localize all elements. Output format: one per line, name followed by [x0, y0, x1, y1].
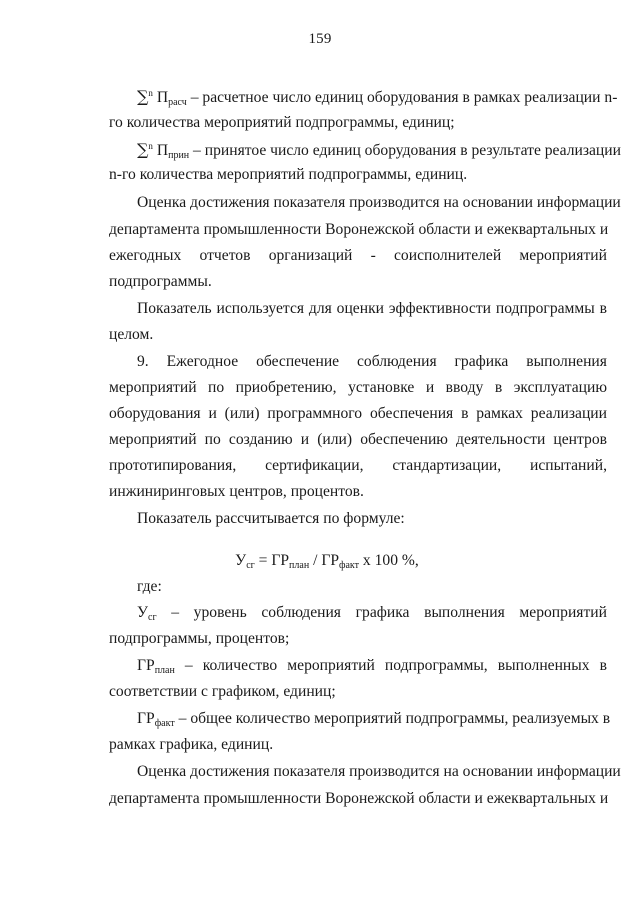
- item-number: 9.: [137, 353, 149, 370]
- formula-tail: х 100 %,: [359, 552, 419, 569]
- assessment-2-line-1: Оценка достижения показателя производится на основании информации: [137, 763, 621, 780]
- definition-level-line-2: подпрограммы, процентов;: [109, 630, 290, 647]
- word: –: [171, 604, 180, 621]
- word: подпрограммы,: [384, 657, 488, 674]
- formula-slash: / ГР: [309, 552, 340, 569]
- formula-intro: Показатель рассчитывается по формуле:: [137, 510, 405, 527]
- definition-sum-calc-line-2: го количества мероприятий подпрограммы, единиц;: [109, 114, 455, 131]
- sum-calc-symbol: П: [156, 89, 169, 106]
- word: прототипирования,: [109, 457, 237, 474]
- assessment-1-line-1: Оценка достижения показателя производится на основании информации: [137, 194, 621, 211]
- assessment-1-line-4: подпрограммы.: [109, 273, 212, 290]
- definition-fact-line-1: [137, 709, 611, 729]
- sum-calc-subscript: расч: [168, 97, 187, 108]
- fact-subscript: факт: [154, 718, 175, 729]
- sum-superscript: n: [148, 141, 153, 151]
- word: мероприятий: [519, 604, 607, 621]
- word: обеспечение: [256, 353, 340, 370]
- item-9-line-6: инжиниринговых центров, процентов.: [109, 483, 364, 500]
- word: –: [184, 657, 193, 674]
- sum-sigma-symbol: ∑: [137, 87, 149, 106]
- word: количество: [202, 657, 278, 674]
- plan-symbol-group: [137, 656, 175, 676]
- word: сертификации,: [265, 457, 364, 474]
- word: мероприятий: [287, 657, 375, 674]
- word: мероприятий: [519, 247, 607, 264]
- word: Ежегодное: [166, 353, 239, 370]
- formula-lhs-subscript: сг: [246, 560, 255, 571]
- word: выполненных: [497, 657, 590, 674]
- word: в: [599, 657, 607, 674]
- plan-symbol: ГР: [137, 657, 155, 674]
- sum-superscript: n: [148, 88, 153, 98]
- formula-eq: = ГР: [254, 552, 290, 569]
- definition-sum-accepted-line-2: n-го количества мероприятий подпрограммы, единиц.: [109, 166, 468, 183]
- item-9-line-2: мероприятий по приобретению, установке и вводу в эксплуатацию: [109, 379, 607, 396]
- word: выполнения: [526, 353, 607, 370]
- word: стандартизации,: [392, 457, 502, 474]
- where-label: где:: [137, 578, 162, 595]
- definition-sum-calc-line-1: [137, 87, 618, 108]
- item-9-line-4: мероприятий по созданию и (или) обеспечению деятельности центров: [109, 431, 607, 448]
- usage-line-1: Показатель используется для оценки эффективности подпрограммы в: [137, 300, 607, 317]
- sum-accepted-text: – принятое число единиц оборудования в результате реализации: [189, 142, 621, 159]
- usage-line-2: целом.: [109, 326, 154, 343]
- formula-plan-subscript: план: [289, 560, 310, 571]
- word: -: [370, 247, 376, 264]
- word: отчетов: [199, 247, 251, 264]
- word: соблюдения: [261, 604, 341, 621]
- page-number: 159: [308, 31, 332, 47]
- word: выполнения: [424, 604, 505, 621]
- definition-fact-line-2: рамках графика, единиц.: [109, 736, 274, 753]
- word: испытаний,: [530, 457, 607, 474]
- definition-plan-line-1: [137, 656, 607, 676]
- fact-symbol: ГР: [137, 710, 155, 727]
- word: соблюдения: [357, 353, 437, 370]
- item-9-line-5: [109, 456, 607, 476]
- word: графика: [454, 353, 509, 370]
- formula: [0, 551, 640, 571]
- assessment-1-line-3: [109, 246, 607, 266]
- word: ежегодных: [109, 247, 182, 264]
- definition-sum-accepted-line-1: [137, 140, 621, 161]
- assessment-1-line-2: департамента промышленности Воронежской области и ежеквартальных и: [109, 221, 609, 238]
- level-symbol-group: [137, 603, 157, 623]
- word: организаций: [268, 247, 353, 264]
- level-symbol: У: [137, 604, 149, 621]
- item-9-line-3: оборудования и (или) программного обеспечения в рамках реализации: [109, 405, 607, 422]
- definition-level-line-1: [137, 603, 607, 623]
- fact-text: – общее количество мероприятий подпрограммы, реализуемых в: [174, 710, 611, 727]
- sum-accepted-symbol: П: [156, 142, 169, 159]
- formula-lhs: У: [235, 552, 247, 569]
- sum-calc-text: – расчетное число единиц оборудования в рамках реализации n-: [186, 89, 618, 106]
- assessment-2-line-2: департамента промышленности Воронежской области и ежеквартальных и: [109, 790, 609, 807]
- sum-sigma-symbol: ∑: [137, 140, 149, 159]
- definition-plan-line-2: соответствии с графиком, единиц;: [109, 683, 336, 700]
- formula-fact-subscript: факт: [339, 560, 360, 571]
- plan-subscript: план: [154, 665, 175, 676]
- word: соисполнителей: [394, 247, 502, 264]
- level-subscript: сг: [148, 612, 157, 623]
- word: графика: [355, 604, 410, 621]
- item-9-line-1: [137, 352, 607, 372]
- word: уровень: [193, 604, 247, 621]
- sum-accepted-subscript: прин: [168, 150, 190, 161]
